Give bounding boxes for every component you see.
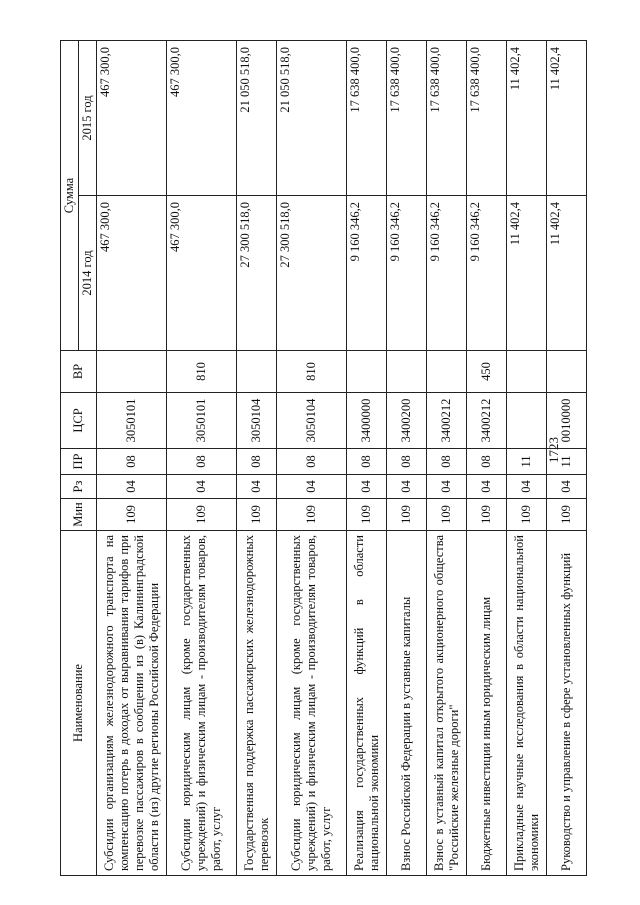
row-min: 109: [167, 499, 237, 531]
row-sum-2014: 11 402,4: [507, 196, 547, 351]
row-vr: [427, 351, 467, 393]
header-sum: Сумма: [61, 41, 79, 351]
row-sum-2015: 17 638 400,0: [347, 41, 387, 196]
row-rz: 04: [387, 475, 427, 499]
row-pr: 08: [277, 449, 347, 475]
row-min: 109: [277, 499, 347, 531]
row-sum-2014: 27 300 518,0: [237, 196, 277, 351]
row-csr: 3400200: [387, 393, 427, 449]
row-pr: 08: [467, 449, 507, 475]
header-rz: Рз: [61, 475, 97, 499]
row-vr: [237, 351, 277, 393]
row-sum-2015: 17 638 400,0: [467, 41, 507, 196]
row-min: 109: [387, 499, 427, 531]
row-pr: 11: [547, 449, 587, 475]
table-body: [97, 41, 587, 876]
row-vr: [97, 351, 167, 393]
row-name: Взнос Российской Федерации в уставные капиталы: [387, 531, 427, 876]
row-sum-2015: 21 050 518,0: [277, 41, 347, 196]
row-sum-2014: 467 300,0: [167, 196, 237, 351]
row-min: 109: [467, 499, 507, 531]
row-pr: 08: [347, 449, 387, 475]
header-csr: ЦСР: [61, 393, 97, 449]
row-pr: 08: [427, 449, 467, 475]
table-row: [507, 41, 547, 876]
row-min: 109: [507, 499, 547, 531]
table-row: [427, 41, 467, 876]
page-number: 1723: [546, 437, 561, 463]
row-vr: [347, 351, 387, 393]
row-csr: 3050101: [167, 393, 237, 449]
row-vr: 810: [277, 351, 347, 393]
row-name: Прикладные научные исследования в области национальной экономики: [507, 531, 547, 876]
row-csr: 0010000: [547, 393, 587, 449]
row-csr: 3050104: [277, 393, 347, 449]
row-name: Субсидии организациям железнодорожного транспорта на компенсацию потерь в доходах от выравнивания тарифов при перевозке пассажиров в сообщении из (в) Калининградской области в (из) другие регионы Российской Федерации: [97, 531, 167, 876]
row-rz: 04: [427, 475, 467, 499]
row-csr: 3400212: [467, 393, 507, 449]
table-header: [61, 41, 97, 876]
row-name: Взнос в уставный капитал открытого акционерного общества "Российские железные дороги": [427, 531, 467, 876]
row-name: Субсидии юридическим лицам (кроме государственных учреждений) и физическим лицам - производителям товаров, работ, услуг: [277, 531, 347, 876]
row-min: 109: [237, 499, 277, 531]
table-row: [277, 41, 347, 876]
table-row: [167, 41, 237, 876]
row-name: Бюджетные инвестиции иным юридическим лицам: [467, 531, 507, 876]
table-row: [237, 41, 277, 876]
row-min: 109: [347, 499, 387, 531]
row-sum-2014: 467 300,0: [97, 196, 167, 351]
row-name: Реализация государственных функций в области национальной экономики: [347, 531, 387, 876]
header-min: Мин: [61, 499, 97, 531]
row-vr: [387, 351, 427, 393]
row-pr: 11: [507, 449, 547, 475]
header-vr: ВР: [61, 351, 97, 393]
row-sum-2014: 27 300 518,0: [277, 196, 347, 351]
row-csr: [507, 393, 547, 449]
row-sum-2015: 467 300,0: [97, 41, 167, 196]
row-pr: 08: [237, 449, 277, 475]
row-pr: 08: [97, 449, 167, 475]
table-row: [347, 41, 387, 876]
header-2015: 2015 год: [79, 41, 97, 196]
row-rz: 04: [507, 475, 547, 499]
budget-table: [60, 40, 587, 876]
row-sum-2015: 11 402,4: [507, 41, 547, 196]
row-rz: 04: [547, 475, 587, 499]
row-sum-2014: 9 160 346,2: [467, 196, 507, 351]
row-sum-2015: 467 300,0: [167, 41, 237, 196]
row-min: 109: [547, 499, 587, 531]
row-min: 109: [427, 499, 467, 531]
row-pr: 08: [167, 449, 237, 475]
row-sum-2014: 9 160 346,2: [387, 196, 427, 351]
header-pr: ПР: [61, 449, 97, 475]
row-sum-2015: 17 638 400,0: [387, 41, 427, 196]
row-vr: [547, 351, 587, 393]
row-rz: 04: [277, 475, 347, 499]
row-rz: 04: [467, 475, 507, 499]
table-row: [547, 41, 587, 876]
row-min: 109: [97, 499, 167, 531]
row-sum-2014: 9 160 346,2: [347, 196, 387, 351]
row-vr: 450: [467, 351, 507, 393]
table-row: [97, 41, 167, 876]
table-row: [387, 41, 427, 876]
row-vr: 810: [167, 351, 237, 393]
row-vr: [507, 351, 547, 393]
row-rz: 04: [167, 475, 237, 499]
row-csr: 3050104: [237, 393, 277, 449]
header-2014: 2014 год: [79, 196, 97, 351]
row-rz: 04: [237, 475, 277, 499]
row-name: Субсидии юридическим лицам (кроме государственных учреждений) и физическим лицам - производителям товаров, работ, услуг: [167, 531, 237, 876]
table-row: [467, 41, 507, 876]
header-name: Наименование: [61, 531, 97, 876]
row-sum-2015: 11 402,4: [547, 41, 587, 196]
row-rz: 04: [97, 475, 167, 499]
row-name: Государственная поддержка пассажирских железнодорожных перевозок: [237, 531, 277, 876]
row-name: Руководство и управление в сфере установленных функций: [547, 531, 587, 876]
row-sum-2015: 21 050 518,0: [237, 41, 277, 196]
row-rz: 04: [347, 475, 387, 499]
row-csr: 3400000: [347, 393, 387, 449]
row-csr: 3400212: [427, 393, 467, 449]
row-sum-2015: 17 638 400,0: [427, 41, 467, 196]
row-sum-2014: 11 402,4: [547, 196, 587, 351]
row-csr: 3050101: [97, 393, 167, 449]
row-pr: 08: [387, 449, 427, 475]
row-sum-2014: 9 160 346,2: [427, 196, 467, 351]
